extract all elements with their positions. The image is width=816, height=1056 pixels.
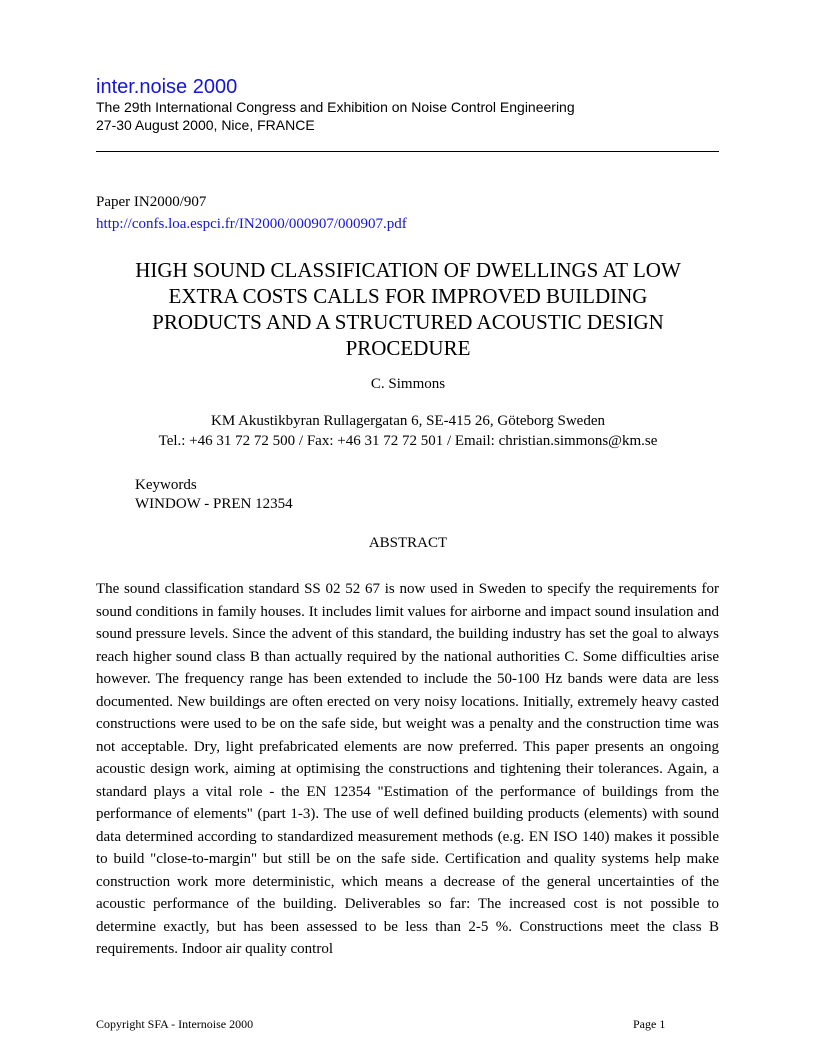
title-line: PROCEDURE [345, 336, 471, 360]
conference-header [96, 76, 720, 134]
affiliation-address: KM Akustikbyran Rullagergatan 6, SE-415 26, Göteborg Sweden [211, 413, 605, 429]
author-affiliation [96, 411, 720, 451]
keywords-block [135, 476, 293, 514]
conference-full-title: The 29th International Congress and Exhibition on Noise Control Engineering [96, 99, 575, 115]
author-name: C. Simmons [370, 376, 446, 392]
title-line: PRODUCTS AND A STRUCTURED ACOUSTIC DESIGN [152, 310, 664, 334]
conference-name: inter.noise 2000 [96, 76, 238, 98]
header-divider [96, 151, 719, 152]
abstract-heading: ABSTRACT [368, 535, 448, 551]
paper-title [96, 257, 720, 361]
paper-identifier [96, 191, 407, 235]
page-footer [96, 1017, 720, 1031]
paper-url-link[interactable]: http://confs.loa.espci.fr/IN2000/000907/000907.pdf [96, 216, 407, 232]
title-line: HIGH SOUND CLASSIFICATION OF DWELLINGS AT LOW [135, 258, 681, 282]
keywords-list: WINDOW - PREN 12354 [135, 496, 293, 512]
conference-date-place: 27-30 August 2000, Nice, FRANCE [96, 117, 315, 133]
keywords-heading: Keywords [135, 477, 197, 493]
affiliation-contact: Tel.: +46 31 72 72 500 / Fax: +46 31 72 72 501 / Email: christian.simmons@km.se [158, 433, 658, 449]
title-line: EXTRA COSTS CALLS FOR IMPROVED BUILDING [168, 284, 648, 308]
footer-page-number: Page 1 [633, 1017, 666, 1031]
paper-id-label: Paper IN2000/907 [96, 194, 207, 210]
footer-copyright: Copyright SFA - Internoise 2000 [96, 1017, 254, 1031]
abstract-text: The sound classification standard SS 02 52 67 is now used in Sweden to specify the requirements for sound conditions in family houses. It includes limit values for airborne and impact sound insulation and sound pressure levels. Since the advent of this standard, the building industry has set the goal to always reach higher sound class B than actually required by the national authorities C. Some difficulties arise however. The frequency range has been extended to include the 50-100 Hz bands were data are less documented. New buildings are often erected on very noisy locations. Initially, extremely heavy casted constructions were used to be on the safe side, but weight was a penalty and the construction time was not acceptable. Dry, light prefabricated elements are now preferred. This paper presents an ongoing acoustic design work, aiming at optimising the constructions and tightening their tolerances. Again, a standard plays a vital role - the EN 12354 "Estimation of the performance of buildings from the performance of elements" (part 1-3). The use of well defined building products (elements) with sound data determined according to standardized measurement methods (e.g. EN ISO 140) makes it possible to build "close-to-margin" but still be on the safe side. Certification and quality systems help make construction work more deterministic, which means a decrease of the general uncertainties of the acoustic performance of the building. Deliverables so far: The increased cost is not possible to determine exactly, but has been assessed to be less than 2-5 %. Constructions meet the class B requirements. Indoor air quality control [96, 581, 719, 957]
